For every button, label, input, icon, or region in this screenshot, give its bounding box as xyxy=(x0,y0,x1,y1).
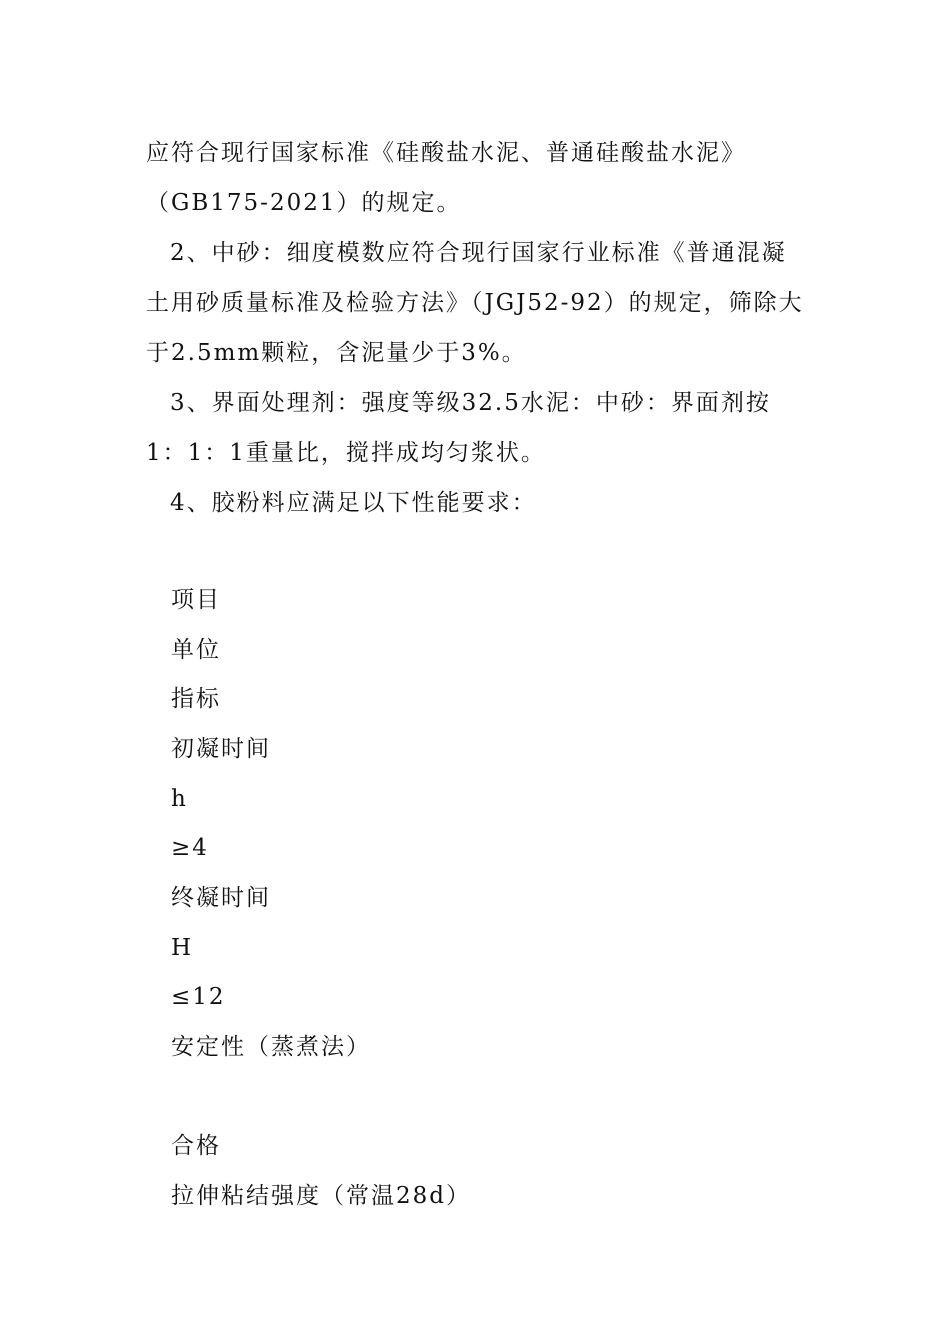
table-header-item: 项目 xyxy=(171,587,221,613)
table-cell-final-unit: H xyxy=(171,935,194,961)
paragraph-medium-sand: 2、中砂：细度模数应符合现行国家行业标准《普通混凝土用砂质量标准及检验方法》（JGJ52-92）的规定，筛除大于2.5mm颗粒，含泥量少于3%。 xyxy=(146,240,804,366)
table-header-index: 指标 xyxy=(171,686,221,712)
table-cell-soundness-value: 合格 xyxy=(171,1133,221,1159)
table-cell-final-value: ≤12 xyxy=(171,984,226,1010)
table-cell-initial-setting: 初凝时间 xyxy=(171,736,271,762)
table-header-unit: 单位 xyxy=(171,637,221,663)
table-cell-initial-unit: h xyxy=(171,786,188,812)
table-cell-tensile-bond: 拉伸粘结强度（常温28d） xyxy=(171,1183,471,1209)
table-cell-final-setting: 终凝时间 xyxy=(171,885,271,911)
table-cell-soundness: 安定性（蒸煮法） xyxy=(171,1034,371,1060)
paragraph-cement-standard: 应符合现行国家标准《硅酸盐水泥、普通硅酸盐水泥》（GB175-2021）的规定。 xyxy=(146,140,746,216)
paragraph-rubber-powder: 4、胶粉料应满足以下性能要求： xyxy=(170,490,537,516)
table-cell-initial-value: ≥4 xyxy=(171,835,209,861)
paragraph-interface-agent: 3、界面处理剂：强度等级32.5水泥：中砂：界面剂按1：1：1重量比，搅拌成均匀浆状。 xyxy=(146,390,771,466)
